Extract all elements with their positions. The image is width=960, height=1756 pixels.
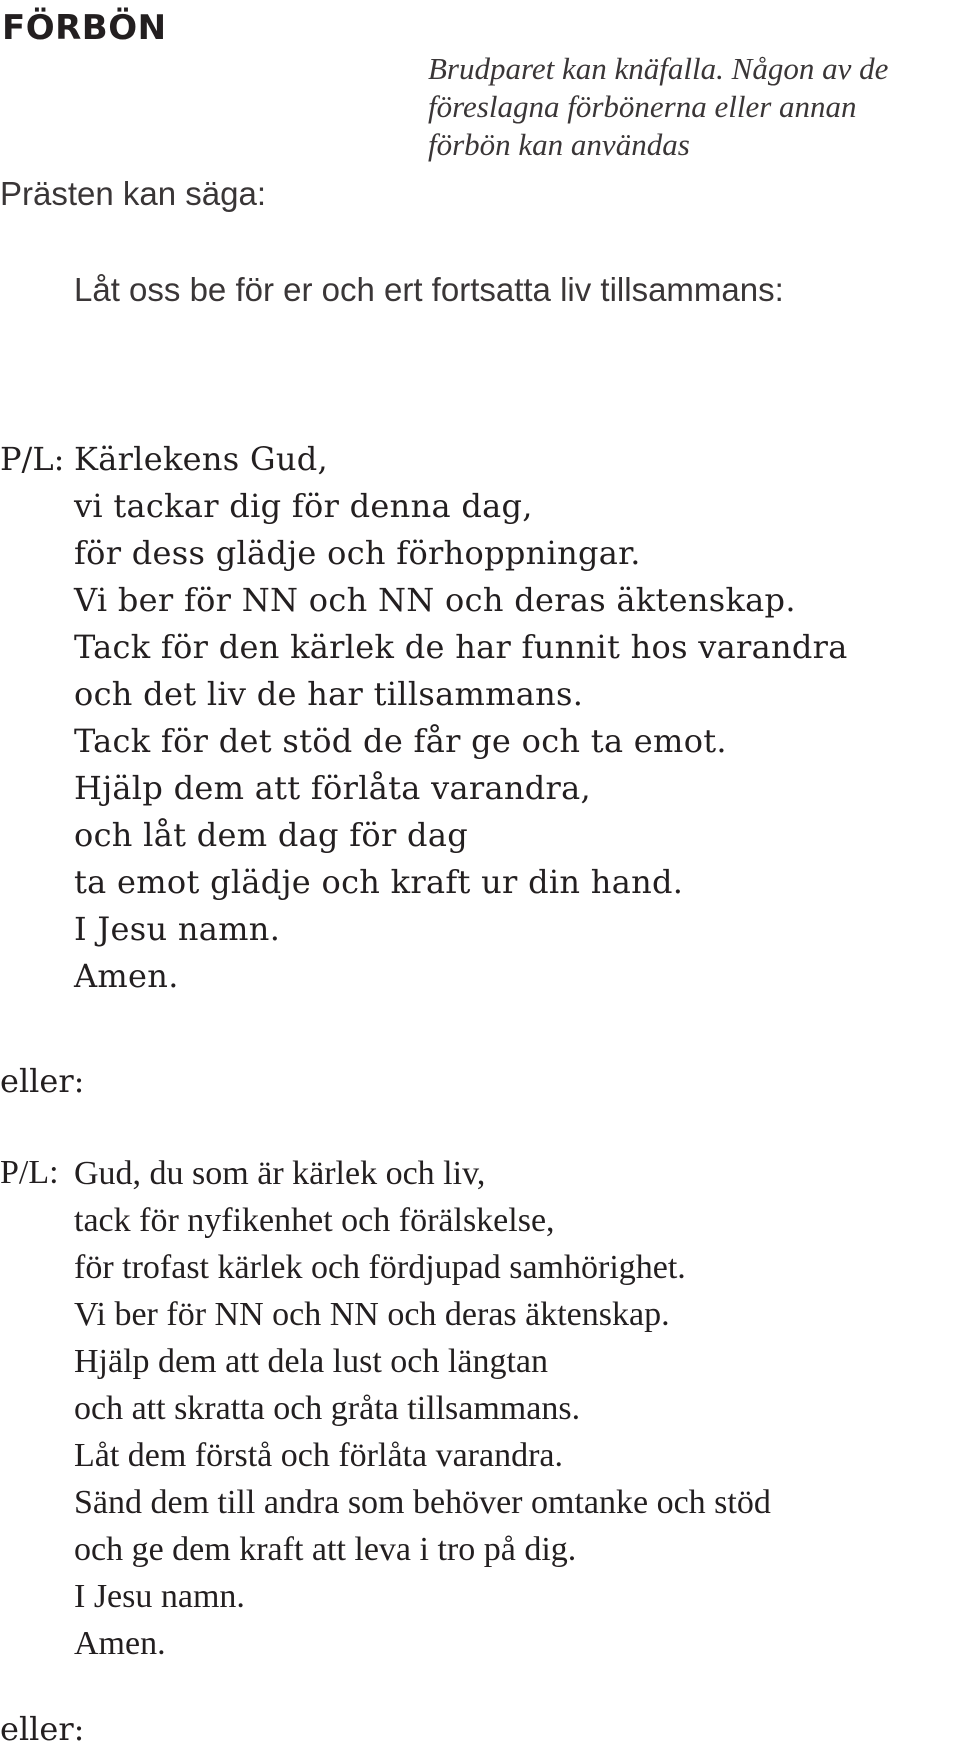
prayer-line: för dess glädje och förhoppningar. xyxy=(74,534,641,572)
prayer-2 xyxy=(74,1150,771,1667)
rubric-line: Brudparet kan knäfalla. Någon av de xyxy=(428,51,889,86)
prayer-line: Tack för det stöd de får ge och ta emot. xyxy=(74,722,727,760)
prayer-line: vi tackar dig för denna dag, xyxy=(74,487,533,525)
prayer-line: I Jesu namn. xyxy=(74,910,281,948)
prayer-line: och ge dem kraft att leva i tro på dig. xyxy=(74,1531,577,1568)
prayer-line: Vi ber för NN och NN och deras äktenskap. xyxy=(74,581,796,619)
prayer-line: tack för nyfikenhet och förälskelse, xyxy=(74,1202,555,1239)
prayer-line: Kärlekens Gud, xyxy=(74,440,329,478)
prayer-line: Vi ber för NN och NN och deras äktenskap. xyxy=(74,1296,670,1333)
prayer-line: Amen. xyxy=(74,957,179,995)
prayer-line: Amen. xyxy=(74,1625,166,1662)
prayer-line: I Jesu namn. xyxy=(74,1578,245,1615)
prayer-line: Hjälp dem att dela lust och längtan xyxy=(74,1343,548,1380)
prayer-line: Hjälp dem att förlåta varandra, xyxy=(74,769,592,807)
prayer-line: Låt dem förstå och förlåta varandra. xyxy=(74,1437,563,1474)
rubric-line: förbön kan användas xyxy=(428,127,690,162)
prayer-line: Tack för den kärlek de har funnit hos varandra xyxy=(74,628,848,666)
alternative-label: eller: xyxy=(0,1062,85,1100)
prayer-line: Sänd dem till andra som behöver omtanke och stöd xyxy=(74,1484,771,1521)
prayer-line: för trofast kärlek och fördjupad samhörighet. xyxy=(74,1249,686,1286)
prayer-line: och låt dem dag för dag xyxy=(74,816,468,854)
intro-text: Låt oss be för er och ert fortsatta liv tillsammans: xyxy=(74,271,784,308)
prayer-line: Gud, du som är kärlek och liv, xyxy=(74,1155,486,1192)
priest-label: Prästen kan säga: xyxy=(0,175,266,212)
prayer-1 xyxy=(74,436,848,1000)
prayer-line: ta emot glädje och kraft ur din hand. xyxy=(74,863,684,901)
rubric-instruction xyxy=(428,50,888,164)
prayer-line: och att skratta och gråta tillsammans. xyxy=(74,1390,581,1427)
rubric-line: föreslagna förbönerna eller annan xyxy=(428,89,857,124)
prayer-2-speaker-label: P/L: xyxy=(0,1154,59,1191)
prayer-line: och det liv de har tillsammans. xyxy=(74,675,584,713)
section-heading: FÖRBÖN xyxy=(2,8,167,48)
alternative-label: eller: xyxy=(0,1710,85,1748)
prayer-1-speaker-label: P/L: xyxy=(0,440,65,478)
